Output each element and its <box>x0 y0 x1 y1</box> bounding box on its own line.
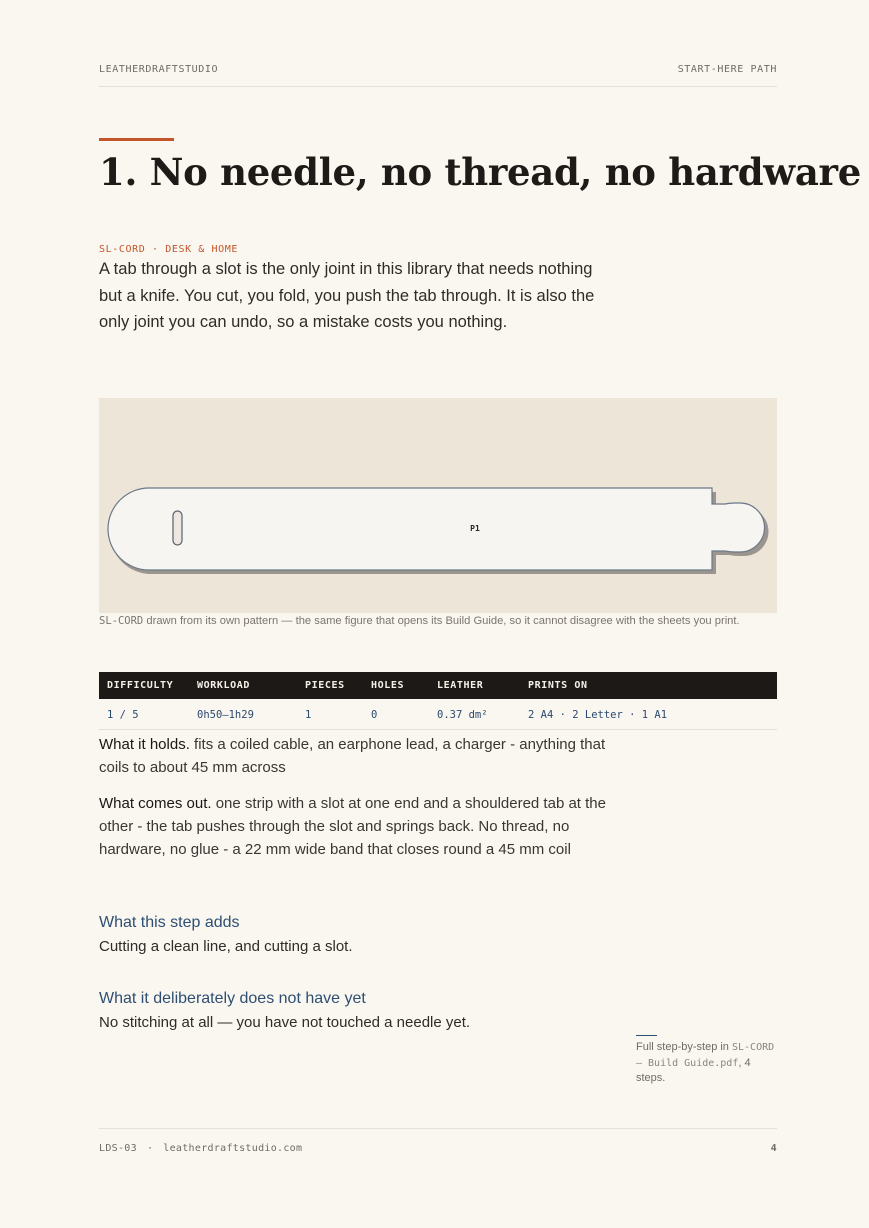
footer-code: LDS-03 <box>99 1143 137 1154</box>
strip-outline <box>108 488 765 570</box>
footer <box>99 1143 777 1154</box>
spec-header-holes: HOLES <box>363 672 429 699</box>
side-note <box>636 1040 776 1087</box>
footer-site: leatherdraftstudio.com <box>163 1143 303 1154</box>
side-note-suffix: , 4 steps. <box>636 1056 751 1084</box>
chapter-title: 1. No needle, no thread, no hardware <box>99 150 861 194</box>
spec-value-row <box>99 699 777 730</box>
spec-header-difficulty: DIFFICULTY <box>99 672 189 699</box>
running-head <box>99 64 777 75</box>
comes-out-lead: What comes out. <box>99 795 212 812</box>
slot-cutout <box>173 511 182 545</box>
piece-label: P1 <box>470 524 480 533</box>
spec-table <box>99 672 777 730</box>
section-name: START-HERE PATH <box>677 64 777 75</box>
caption-text: drawn from its own pattern — the same figure that opens its Build Guide, so it cannot disagree with the sheets you print. <box>143 615 740 627</box>
figure-caption <box>99 613 769 629</box>
build-guide-file: SL-CORD — Build Guide.pdf <box>636 1042 775 1069</box>
page-number: 4 <box>770 1143 777 1154</box>
footer-meta <box>99 1143 302 1154</box>
holds-lead: What it holds. <box>99 736 190 753</box>
side-note-prefix: Full step-by-step in <box>636 1041 732 1053</box>
spec-header-leather: LEATHER <box>429 672 520 699</box>
not-yet-text: No stitching at all — you have not touched a needle yet. <box>99 1014 471 1031</box>
spec-value-difficulty: 1 / 5 <box>99 699 189 730</box>
holds-paragraph <box>99 733 609 779</box>
comes-out-paragraph <box>99 792 609 861</box>
side-note-rule <box>636 1035 657 1036</box>
caption-code: SL-CORD <box>99 615 144 627</box>
spec-header-pieces: PIECES <box>297 672 363 699</box>
spec-value-leather: 0.37 dm² <box>429 699 520 730</box>
holds-text: fits a coiled cable, an earphone lead, a charger - anything that coils to about 45 mm across <box>99 736 606 776</box>
spec-value-prints-on: 2 A4 · 2 Letter · 1 A1 <box>520 699 777 730</box>
not-yet-heading: What it deliberately does not have yet <box>99 990 366 1007</box>
spec-header-row <box>99 672 777 699</box>
project-kicker: SL-CORD · DESK & HOME <box>99 244 239 255</box>
footer-divider <box>99 1128 777 1129</box>
lede-paragraph: A tab through a slot is the only joint in this library that needs nothing but a knife. You cut, you fold, you push the tab through. It is also the only joint you can undo, so a mistake costs you nothing. <box>99 260 595 331</box>
title-accent-bar <box>99 138 174 141</box>
spec-value-pieces: 1 <box>297 699 363 730</box>
spec-value-workload: 0h50–1h29 <box>189 699 297 730</box>
pattern-drawing <box>99 398 777 613</box>
brand-name: LEATHERDRAFTSTUDIO <box>99 64 219 75</box>
adds-heading: What this step adds <box>99 914 240 931</box>
comes-out-text: one strip with a slot at one end and a shouldered tab at the other - the tab pushes through the slot and springs back. No thread, no hardware, no glue - a 22 mm wide band that closes round a 45 mm coil <box>99 795 606 858</box>
spec-header-prints-on: PRINTS ON <box>520 672 777 699</box>
header-divider <box>99 86 777 87</box>
pattern-figure <box>99 398 777 613</box>
spec-value-holes: 0 <box>363 699 429 730</box>
adds-text: Cutting a clean line, and cutting a slot. <box>99 938 353 955</box>
spec-header-workload: WORKLOAD <box>189 672 297 699</box>
footer-separator: · <box>146 1143 154 1154</box>
